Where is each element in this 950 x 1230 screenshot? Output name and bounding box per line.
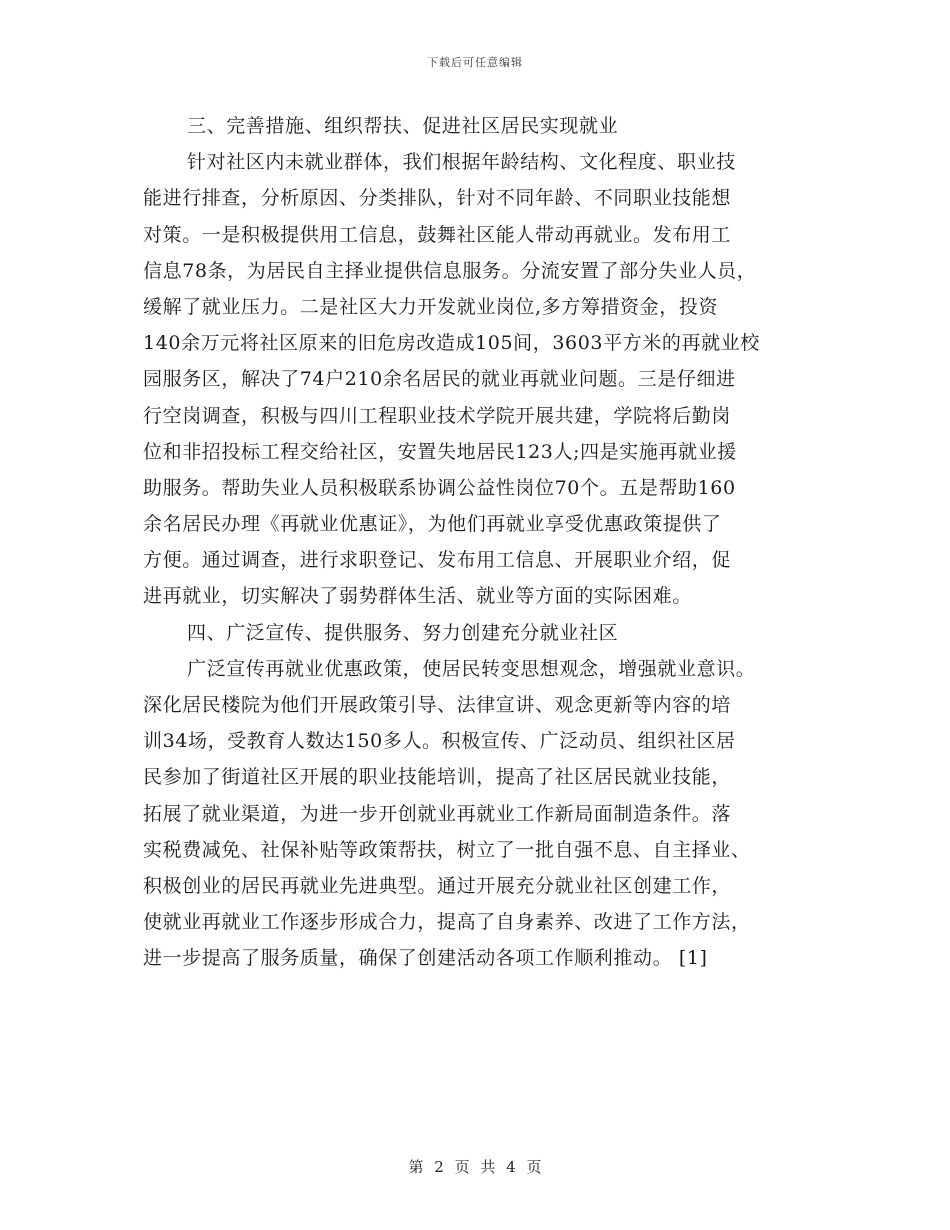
paragraph-line: 深化居民楼院为他们开展政策引导、法律宣讲、观念更新等内容的培 — [143, 694, 732, 716]
paragraph-line: 积极创业的居民再就业先进典型。通过开展充分就业社区创建工作， — [143, 874, 732, 897]
paragraph-line: 使就业再就业工作逐步形成合力，提高了自身素养、改进了工作方法， — [143, 911, 751, 934]
section-heading-4: 四、广泛宣传、提供服务、努力创建充分就业社区 — [187, 621, 619, 644]
paragraph-line: 进一步提高了服务质量，确保了创建活动各项工作顺利推动。 [1] — [143, 947, 708, 970]
section-heading-3: 三、完善措施、组织帮扶、促进社区居民实现就业 — [187, 115, 619, 137]
paragraph-line: 民参加了街道社区开展的职业技能培训，提高了社区居民就业技能， — [143, 766, 732, 789]
paragraph-line: 针对社区内未就业群体，我们根据年龄结构、文化程度、职业技 — [187, 151, 736, 174]
document-body — [143, 108, 807, 977]
paragraph-line: 能进行排查，分析原因、分类排队，针对不同年龄、不同职业技能想 — [143, 187, 732, 210]
paragraph-line: 园服务区，解决了74户210余名居民的就业再就业问题。三是仔细进 — [143, 368, 736, 391]
paragraph-line: 对策。一是积极提供用工信息，鼓舞社区能人带动再就业。发布用工 — [143, 223, 732, 246]
paragraph-line: 行空岗调查，积极与四川工程职业技术学院开展共建，学院将后勤岗 — [143, 404, 732, 427]
paragraph-line: 位和非招投标工程交给社区，安置失地居民123人;四是实施再就业援 — [143, 440, 737, 463]
paragraph-line: 拓展了就业渠道，为进一步开创就业再就业工作新局面制造条件。落 — [143, 802, 732, 825]
paragraph-line: 训34场，受教育人数达150多人。积极宣传、广泛动员、组织社区居 — [143, 730, 736, 753]
paragraph-line: 广泛宣传再就业优惠政策，使居民转变思想观念，增强就业意识。 — [187, 657, 756, 680]
page-header-note: 下载后可任意编辑 — [427, 56, 523, 69]
paragraph-line: 140余万元将社区原来的旧危房改造成105间，3603平方米的再就业校 — [143, 332, 760, 355]
paragraph-line: 助服务。帮助失业人员积极联系协调公益性岗位70个。五是帮助160 — [143, 476, 736, 499]
paragraph-line: 缓解了就业压力。二是社区大力开发就业岗位,多方筹措资金，投资 — [143, 295, 719, 318]
paragraph-line: 余名居民办理《再就业优惠证》，为他们再就业享受优惠政策提供了 — [143, 513, 722, 536]
paragraph-line: 进再就业，切实解决了弱势群体生活、就业等方面的实际困难。 — [143, 585, 692, 608]
paragraph-line: 方便。通过调查，进行求职登记、发布用工信息、开展职业介绍，促 — [143, 549, 732, 572]
paragraph-line: 实税费减免、社保补贴等政策帮扶，树立了一批自强不息、自主择业、 — [143, 838, 751, 861]
paragraph-line: 信息78条，为居民自主择业提供信息服务。分流安置了部分失业人员， — [143, 259, 757, 282]
page-number: 第 2 页 共 4 页 — [408, 1158, 542, 1176]
